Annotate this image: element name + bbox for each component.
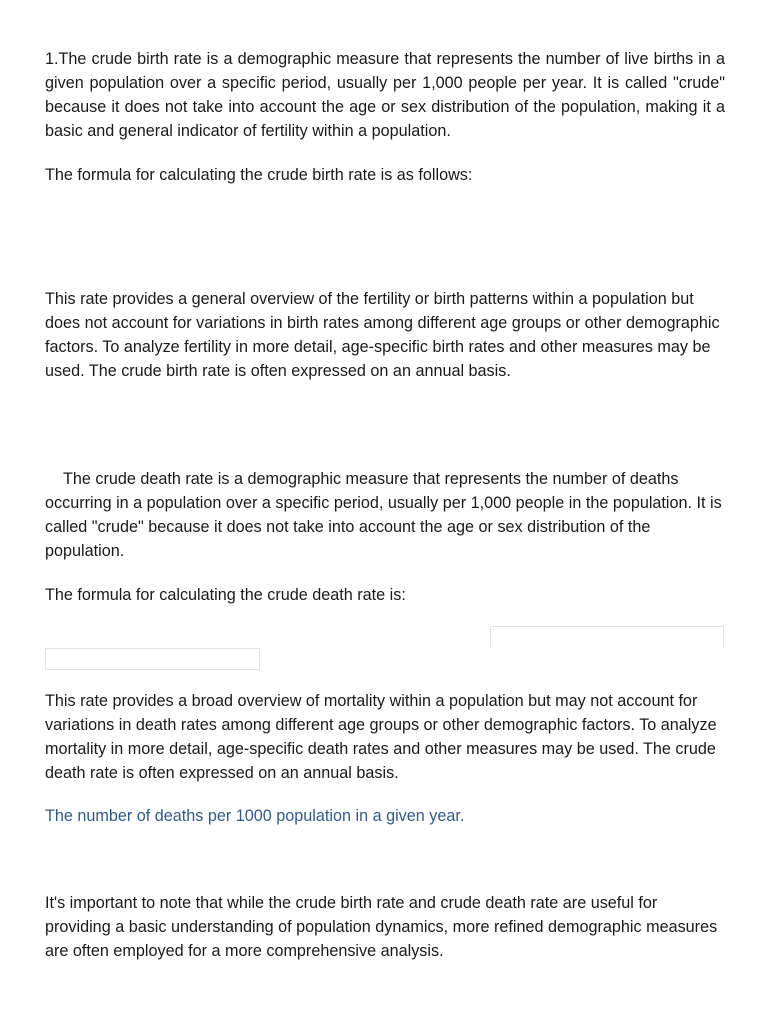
death-rate-formula-box-left (45, 648, 260, 670)
birth-rate-intro-paragraph: 1.The crude birth rate is a demographic measure that represents the number of live births in a given population over a specific period, usually per 1,000 people per year. It is called "crude" because it does not take into account the age or sex distribution of the population, making it a basic and general indicator of fertility within a population. (45, 50, 725, 140)
death-rate-definition: The number of deaths per 1000 population in a given year. (45, 807, 465, 825)
closing-note-paragraph: It's important to note that while the crude birth rate and crude death rate are useful for providing a basic understanding of population dynamics, more refined demographic measures are often employed for a more comprehensive analysis. (45, 894, 718, 960)
death-rate-overview-paragraph: This rate provides a broad overview of mortality within a population but may not account for variations in death rates among different age groups or other demographic factors. To analyze mortality in more detail, age-specific death rates and other measures may be used. The crude death rate is often expressed on an annual basis. (45, 692, 717, 782)
death-rate-formula-box-right (490, 626, 724, 647)
birth-rate-formula-lead: The formula for calculating the crude birth rate is as follows: (45, 166, 473, 184)
death-rate-formula-lead: The formula for calculating the crude death rate is: (45, 586, 406, 604)
death-rate-intro-paragraph: The crude death rate is a demographic measure that represents the number of deaths occurring in a population over a specific period, usually per 1,000 people in the population. It is called "crude" because it does not take into account the age or sex distribution of the population. (45, 470, 722, 560)
birth-rate-overview-paragraph: This rate provides a general overview of the fertility or birth patterns within a population but does not account for variations in birth rates among different age groups or other demographic factors. To analyze fertility in more detail, age-specific birth rates and other measures may be used. The crude birth rate is often expressed on an annual basis. (45, 290, 720, 380)
